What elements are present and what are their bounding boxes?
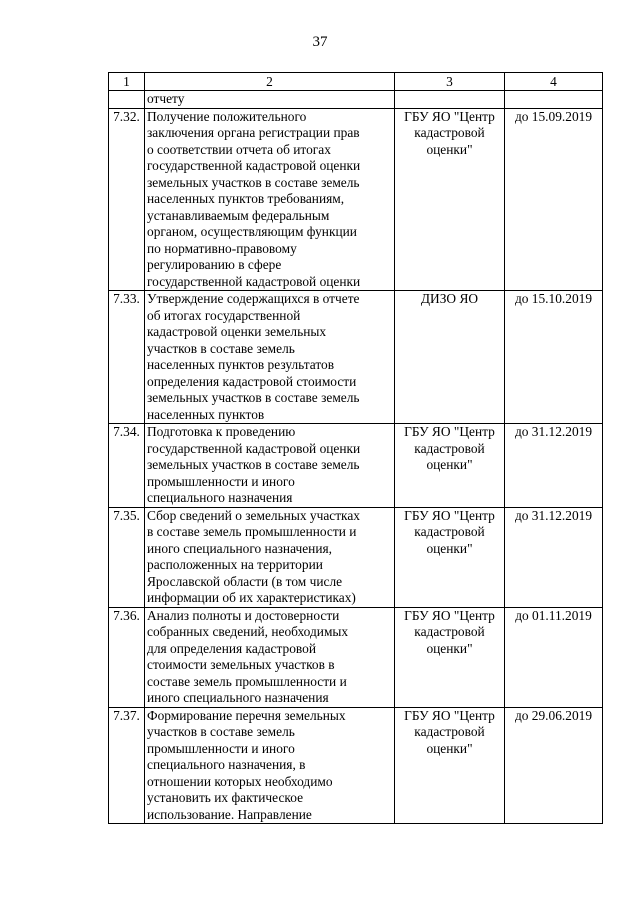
item-deadline: до 31.12.2019 (505, 424, 603, 508)
item-executor (395, 424, 505, 508)
item-executor (395, 507, 505, 607)
executor-line: ДИЗО ЯО (420, 291, 479, 306)
description-line: Формирование перечня земельных (147, 707, 346, 723)
description-line: земельных участков в составе земель (147, 174, 360, 190)
description-line: Получение положительного (147, 108, 307, 124)
executor-line: ГБУ ЯО "Центр (404, 108, 495, 124)
executor-line: кадастровой (414, 125, 485, 140)
description-line: регулированию в сфере (147, 257, 282, 272)
table-row (109, 507, 603, 607)
executor-line: ГБУ ЯО "Центр (404, 424, 495, 439)
continuation-text-cell (145, 91, 395, 109)
description-line: участков в составе земель (147, 340, 295, 356)
table-row (109, 707, 603, 824)
table-header-row (109, 73, 603, 91)
item-number: 7.33. (109, 291, 145, 424)
description-line: собранных сведений, необходимых (147, 624, 349, 639)
executor-line: ГБУ ЯО "Центр (404, 707, 495, 723)
item-number: 7.35. (109, 507, 145, 607)
table-row (109, 607, 603, 707)
description-line: государственной кадастровой оценки (147, 158, 361, 173)
executor-line: оценки" (426, 740, 473, 756)
item-description (145, 607, 395, 707)
description-line: кадастровой оценки земельных (147, 324, 327, 339)
executor-line: оценки" (426, 457, 473, 472)
description-line: земельных участков в составе земель (147, 390, 360, 405)
header-cell-2: 2 (145, 73, 395, 91)
description-line: стоимости земельных участков в (147, 657, 335, 672)
description-line: отношении которых необходимо (147, 773, 333, 789)
description-line: Анализ полноты и достоверности (147, 607, 340, 623)
item-number: 7.37. (109, 707, 145, 824)
description-line: использование. Направление (147, 806, 312, 822)
description-line: органом, осуществляющим функции (147, 224, 357, 239)
continuation-term-cell (505, 91, 603, 109)
item-executor (395, 607, 505, 707)
description-line: населенных пунктов результатов (147, 357, 335, 372)
description-line: населенных пунктов (147, 406, 265, 422)
description-line: населенных пунктов требованиям, (147, 191, 345, 206)
executor-line: кадастровой (414, 724, 485, 739)
item-deadline: до 29.06.2019 (505, 707, 603, 824)
item-number: 7.36. (109, 607, 145, 707)
description-line: в составе земель промышленности и (147, 524, 357, 539)
description-line: земельных участков в составе земель (147, 457, 360, 472)
description-line: Подготовка к проведению (147, 424, 296, 439)
item-description (145, 707, 395, 824)
description-line: промышленности и иного (147, 740, 295, 756)
description-line: иного специального назначения (147, 690, 329, 705)
continuation-executor-cell (395, 91, 505, 109)
item-executor (395, 291, 505, 424)
continuation-num-cell (109, 91, 145, 109)
description-line: участков в составе земель (147, 724, 295, 739)
description-line: составе земель промышленности и (147, 673, 347, 689)
table-row (109, 291, 603, 424)
item-description (145, 424, 395, 508)
executor-line: оценки" (426, 141, 473, 157)
executor-line: ГБУ ЯО "Центр (404, 607, 495, 623)
description-line: государственной кадастровой оценки (147, 273, 361, 289)
item-description (145, 291, 395, 424)
description-line: о соответствии отчета об итогах (147, 141, 331, 157)
description-line: для определения кадастровой (147, 640, 316, 656)
description-line: информации об их характеристиках) (147, 590, 356, 605)
description-line: по нормативно-правовому (147, 240, 297, 256)
description-line: определения кадастровой стоимости (147, 373, 357, 389)
description-line: специального назначения (147, 490, 293, 505)
plan-table (108, 72, 603, 824)
item-executor (395, 707, 505, 824)
item-number: 7.32. (109, 108, 145, 291)
executor-line: ГБУ ЯО "Центр (404, 507, 495, 523)
description-line: государственной кадастровой оценки (147, 440, 361, 456)
description-line: заключения органа регистрации прав (147, 125, 360, 140)
executor-line: кадастровой (414, 524, 485, 539)
executor-line: кадастровой (414, 440, 485, 456)
description-line: установить их фактическое (147, 790, 304, 805)
description-line: Сбор сведений о земельных участках (147, 507, 361, 523)
description-line: расположенных на территории (147, 557, 323, 572)
item-deadline: до 15.10.2019 (505, 291, 603, 424)
description-line: Утверждение содержащихся в отчете (147, 291, 360, 306)
description-line: устанавливаемым федеральным (147, 207, 330, 223)
item-deadline: до 01.11.2019 (505, 607, 603, 707)
table-row (109, 108, 603, 291)
item-deadline: до 15.09.2019 (505, 108, 603, 291)
item-description (145, 108, 395, 291)
executor-line: оценки" (426, 540, 473, 556)
executor-line: кадастровой (414, 624, 485, 639)
description-line: об итогах государственной (147, 307, 301, 323)
description-line: иного специального назначения, (147, 540, 333, 556)
continuation-line: отчету (147, 91, 185, 106)
item-number: 7.34. (109, 424, 145, 508)
executor-line: оценки" (426, 640, 473, 656)
description-line: Ярославской области (в том числе (147, 573, 343, 589)
item-description (145, 507, 395, 607)
table-row (109, 424, 603, 508)
page-number: 37 (312, 34, 328, 50)
header-cell-1: 1 (109, 73, 145, 91)
header-cell-3: 3 (395, 73, 505, 91)
item-executor (395, 108, 505, 291)
description-line: промышленности и иного (147, 473, 295, 489)
continuation-row (109, 91, 603, 109)
header-cell-4: 4 (505, 73, 603, 91)
item-deadline: до 31.12.2019 (505, 507, 603, 607)
description-line: специального назначения, в (147, 757, 306, 772)
